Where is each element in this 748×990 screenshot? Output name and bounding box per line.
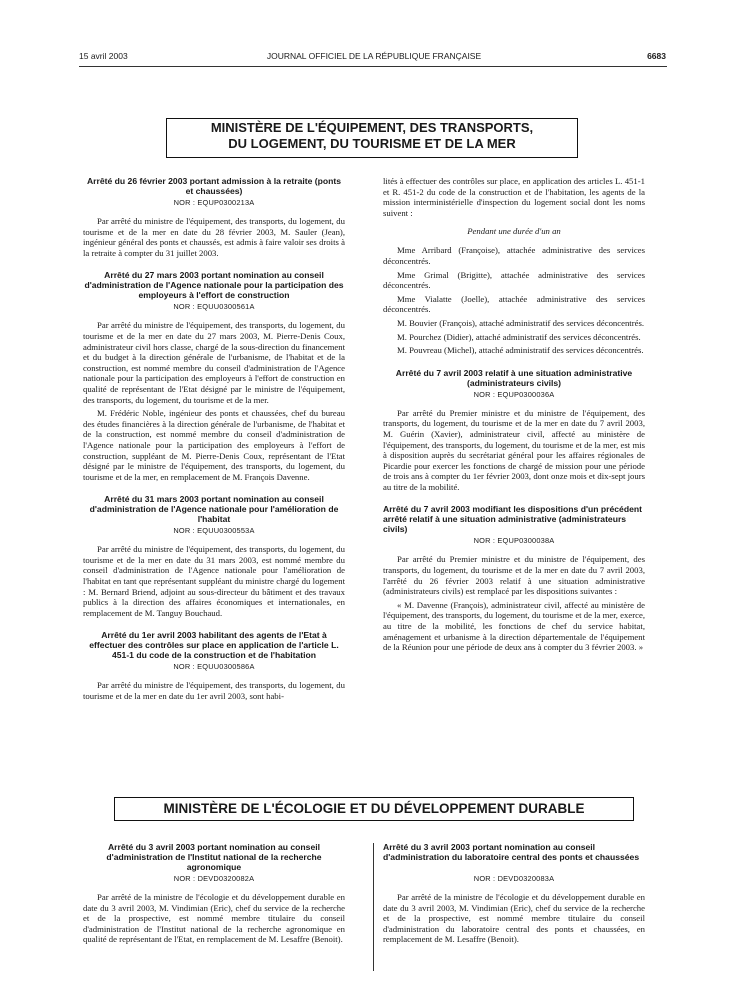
ministry-equipement-line2: DU LOGEMENT, DU TOURISME ET DE LA MER [228, 135, 516, 151]
nor-reference: NOR : EQUU0300553A [173, 526, 255, 536]
person-entry: M. Bouvier (François), attaché administratif des services déconcentrés. [397, 317, 645, 328]
person-entry: Mme Grimal (Brigitte), attachée administrative des services déconcentrés. [383, 269, 645, 291]
article-title: Arrêté du 27 mars 2003 portant nomination au conseil d'administration de l'Agence nationale pour la participation des employeurs à l'effort de construction [84, 270, 344, 301]
duration-line: Pendant une durée d'un an [467, 226, 561, 237]
article-modification [383, 504, 645, 652]
article-title: Arrêté du 26 février 2003 portant admission à la retraite (ponts et chaussées) [86, 176, 342, 196]
ministry-equipement-line1: MINISTÈRE DE L'ÉQUIPEMENT, DES TRANSPORTS, [210, 120, 534, 135]
journal-title: JOURNAL OFFICIEL DE LA RÉPUBLIQUE FRANÇAISE [266, 51, 482, 61]
article-paragraph: Par arrêté de la ministre de l'écologie et du développement durable en date du 3 avril 2003, M. Vindimian (Eric), chef du service de la recherche et de la prospective, est nommé membre titulaire du conseil d'administration du laboratoire central des ponts et chaussées, en remplacement de M. Lesaffre (Benoit). [383, 892, 645, 945]
person-entry: Mme Arribard (Françoise), attachée administrative des services déconcentrés. [383, 245, 645, 266]
article-title: Arrêté du 7 avril 2003 relatif à une situation administrative (administrateurs civils) [395, 367, 633, 388]
article-retraite [83, 176, 345, 258]
article-paragraph: Par arrêté du ministre de l'équipement, des transports, du logement, du tourisme et de la mer en date du 31 mars 2003, est nommé membre du conseil d'administration de l'Agence nationale pour l'amélioration de l'habitat en tant que représentant suppléant du ministre chargé du logement : M. Bernard Briend, adjoint au sous-directeur du bâtiment et des travaux publics à la direction des affaires économiques et internationales, en remplacement de M. Tanguy Bouchaud. [83, 544, 345, 618]
nor-reference: NOR : DEVD0320082A [173, 874, 255, 883]
article-habilitation [83, 630, 345, 701]
left-column [83, 176, 345, 705]
quoted-paragraph: « M. Davenne (François), administrateur civil, affecté au ministère de l'équipement, des transports, du logement, du tourisme et de la mer, exerce, au titre de la mobilité, les fonctions de chef du service habitat, aménagement et urbanisme à la direction départementale de l'équipement de la Réunion pour une période de deux ans à compter du 3 février 2003. » [383, 599, 645, 653]
header-date: 15 avril 2003 [79, 51, 128, 61]
header-rule [79, 66, 667, 67]
article-paragraph: Par arrêté du Premier ministre et du ministre de l'équipement, des transports, du logement, du tourisme et de la mer en date du 7 avril 2003, l'arrêté du 26 février 2003 relatif à une situation administrative (administrateurs civils) est remplacé par les dispositions suivantes : [383, 554, 645, 597]
article-paragraph: Par arrêté du Premier ministre et du ministre de l'équipement, des transports, du logement, du tourisme et de la mer en date du 7 avril 2003, M. Guérin (Xavier), administrateur civil, affecté au ministère de l'équipement, des transports, du logement, du tourisme et de la mer, est mis à disposition auprès du secrétariat général pour les affaires régionales de Picardie pour exercer les fonctions de chargé de mission pour une période de trois ans à compter du 1er février 2003, dont onze mois et dix-sept jours au titre de la mobilité. [383, 407, 645, 492]
nor-reference: NOR : EQUP0300213A [173, 198, 255, 207]
column-divider [373, 843, 374, 971]
person-entry: M. Pouvreau (Michel), attaché administratif des services déconcentrés. [397, 345, 644, 356]
bottom-right-article [383, 842, 645, 948]
article-anah [83, 494, 345, 618]
continuation-paragraph: lités à effectuer des contrôles sur place, en application des articles L. 451-1 et R. 451-2 du code de la construction et de l'habitation, les agents de la mission interministérielle d'inspection du logement social dont les noms suivent : [383, 176, 645, 218]
ministry-equipement-heading [166, 118, 578, 158]
article-paragraph: Par arrêté du ministre de l'équipement, des transports, du logement, du tourisme et de la mer en date du 28 février 2003, M. Sauler (Jean), ingénieur général des ponts et chaussés, est admis à faire valoir ses droits à la retraite à compter du 31 juillet 2003. [83, 216, 345, 258]
article-situation-administrative [383, 368, 645, 493]
article-title: Arrêté du 3 avril 2003 portant nomination au conseil d'administration de l'Institut national de la recherche agronomique [106, 842, 322, 872]
article-title: Arrêté du 31 mars 2003 portant nomination au conseil d'administration de l'Agence nationale pour l'amélioration de l'habitat [89, 494, 339, 525]
article-title: Arrêté du 1er avril 2003 habilitant des agents de l'Etat à effectuer des contrôles sur place en application de l'article L. 451-1 du code de la construction et de l'habitation [89, 630, 339, 661]
article-paragraph: Par arrêté de la ministre de l'écologie et du développement durable en date du 3 avril 2003, M. Vindimian (Eric), chef du service de la recherche et de la prospective, est nommé membre titulaire du conseil d'administration de l'Institut national de la recherche agronomique en qualité de représentant de l'Etat, en remplacement de M. Lesaffre (Benoit). [83, 892, 345, 945]
article-paragraph: M. Frédéric Noble, ingénieur des ponts et chaussées, chef du bureau des études financières à la direction générale de l'urbanisme, de l'habitat et de la construction, est nommé membre du conseil d'administration de l'Agence nationale pour la participation des employeurs à l'effort de construction, suppléant de M. Pierre-Denis Coux, représentant de l'Etat désigné par le ministre de l'équipement, des transports, du logement, du tourisme et de la mer, en remplacement de M. François Davenne. [83, 408, 345, 482]
article-paragraph: Par arrêté du ministre de l'équipement, des transports, du logement, du tourisme et de la mer en date du 27 mars 2003, M. Pierre-Denis Coux, administrateur civil hors classe, chargé de la sous-direction du financement et du budget à la direction générale de l'urbanisme, de l'habitat et de la construction, est nommé membre du conseil d'administration de l'Agence nationale pour la participation des employeurs à l'effort de construction en qualité de représentant de l'Etat désigné par le ministre de l'équipement, des transports, du logement, du tourisme et de la mer. [83, 320, 345, 405]
nor-reference: NOR : EQUU0300561A [173, 302, 255, 312]
person-entry: Mme Vialatte (Joelle), attachée administrative des services déconcentrés. [383, 293, 645, 315]
ministry-ecologie-heading: MINISTÈRE DE L'ÉCOLOGIE ET DU DÉVELOPPEMENT DURABLE [114, 797, 634, 821]
nor-reference: NOR : EQUP0300038A [473, 536, 555, 546]
nor-reference: NOR : EQUU0300586A [173, 662, 255, 672]
article-anpeec [83, 270, 345, 482]
bottom-left-article [83, 842, 345, 948]
nor-reference: NOR : DEVD0320083A [473, 874, 555, 883]
article-title: Arrêté du 7 avril 2003 modifiant les dispositions d'un précédent arrêté relatif à une situation administrative (administrateurs civils) [383, 504, 642, 535]
nor-reference: NOR : EQUP0300036A [473, 389, 555, 399]
article-paragraph: Par arrêté du ministre de l'équipement, des transports, du logement, du tourisme et de la mer en date du 1er avril 2003, sont habi- [83, 680, 345, 702]
person-entry: M. Pourchez (Didier), attaché administratif des services déconcentrés. [397, 331, 641, 342]
right-column [383, 176, 645, 656]
page-number: 6683 [647, 51, 666, 61]
article-title: Arrêté du 3 avril 2003 portant nomination au conseil d'administration du laboratoire central des ponts et chaussées [383, 842, 640, 862]
